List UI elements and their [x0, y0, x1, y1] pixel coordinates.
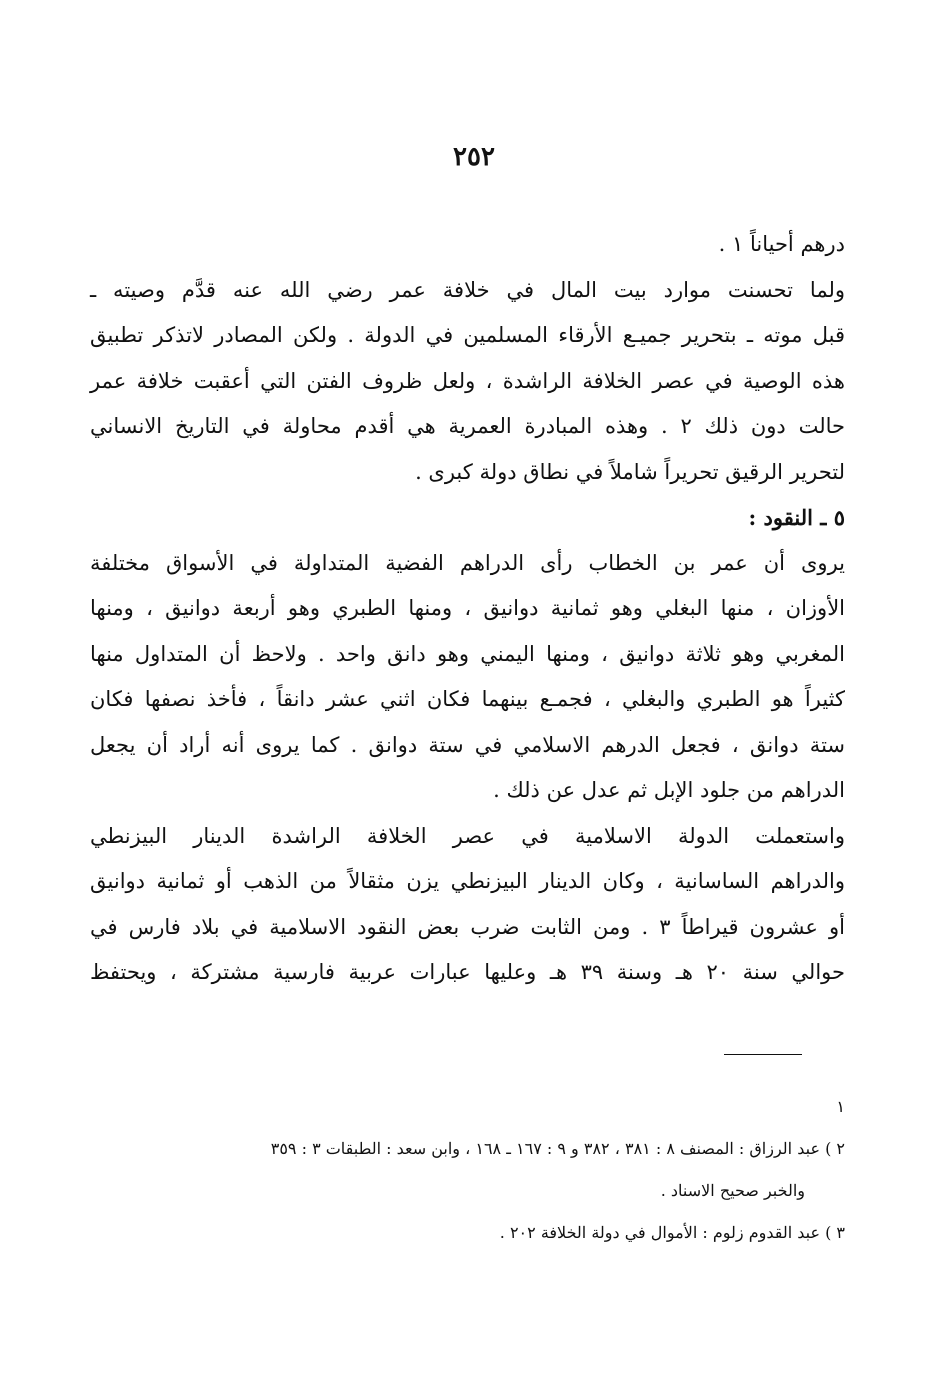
footnote-line: والخبر صحيح الاسناد .: [660, 1181, 805, 1200]
text-line: هذه الوصية في عصر الخلافة الراشدة ، ولعل ظروف الفتن التي أعقبت خلافة عمر: [90, 368, 845, 393]
text-line: أو عشرون قيراطاً ٣ . ومن الثابت ضرب بعض النقود الاسلامية في بلاد فارس في: [90, 914, 845, 939]
text-line: المغربي وهو ثلاثة دوانيق ، ومنها اليمني وهو دانق واحد . ولاحظ أن المتداول منها: [90, 641, 845, 666]
main-text: [90, 222, 845, 996]
text-line: حالت دون ذلك ٢ . وهذه المبادرة العمرية هي أقدم محاولة في التاريخ الانساني: [90, 414, 845, 438]
page-number: ٢٥٢: [453, 142, 495, 172]
text-line: ستة دوانق ، فجعل الدرهم الاسلامي في ستة دوانق . كما يروى أنه أراد أن يجعل: [90, 732, 845, 757]
text-line: كثيراً هو الطبري والبغلي ، فجمـع بينهما فكان اثني عشر دانقاً ، فأخذ نصفها فكان: [90, 687, 845, 711]
text-line: الدراهم من جلود الإبل ثم عدل عن ذلك .: [493, 778, 845, 802]
footnote-line: ٣ ) عبد القدوم زلوم : الأموال في دولة الخلافة ٢٠٢ .: [499, 1223, 845, 1242]
footnote-divider: [724, 1054, 802, 1055]
text-line: الأوزان ، منها البغلي وهو ثمانية دوانيق ، ومنها الطبري وهو أربعة دوانيق ، ومنها: [90, 596, 845, 620]
footnote-line: ١: [836, 1097, 845, 1116]
footnote-line: ٢ ) عبد الرزاق : المصنف ٨ : ٣٨١ ، ٣٨٢ و ٩ : ١٦٧ ـ ١٦٨ ، وابن سعد : الطبقات ٣ : ٣٥٩: [270, 1139, 845, 1158]
text-line: يروى أن عمر بن الخطاب رأى الدراهم الفضية المتداولة في الأسواق مختلفة: [90, 550, 845, 575]
footnotes: [90, 1086, 845, 1254]
text-line: والدراهم الساسانية ، وكان الدينار البيزنطي يزن مثقالاً من الذهب أو ثمانية دوانيق: [90, 869, 845, 893]
text-line: لتحرير الرقيق تحريراً شاملاً في نطاق دولة كبرى .: [415, 459, 845, 484]
text-line: درهم أحياناً ١ .: [718, 232, 845, 256]
text-line: قبل موته ـ بتحرير جميـع الأرقاء المسلمين في الدولة . ولكن المصادر لاتذكر تطبيق: [90, 323, 845, 347]
text-line: ولما تحسنت موارد بيت المال في خلافة عمر رضي الله عنه قدَّم وصيته ـ: [90, 277, 845, 302]
section-heading: ٥ ـ النقود :: [748, 505, 845, 530]
text-line: واستعملت الدولة الاسلامية في عصر الخلافة الراشدة الدينار البيزنطي: [90, 823, 845, 848]
text-line: حوالي سنة ٢٠ هـ وسنة ٣٩ هـ وعليها عبارات عربية فارسية مشتركة ، ويحتفظ: [90, 960, 845, 984]
